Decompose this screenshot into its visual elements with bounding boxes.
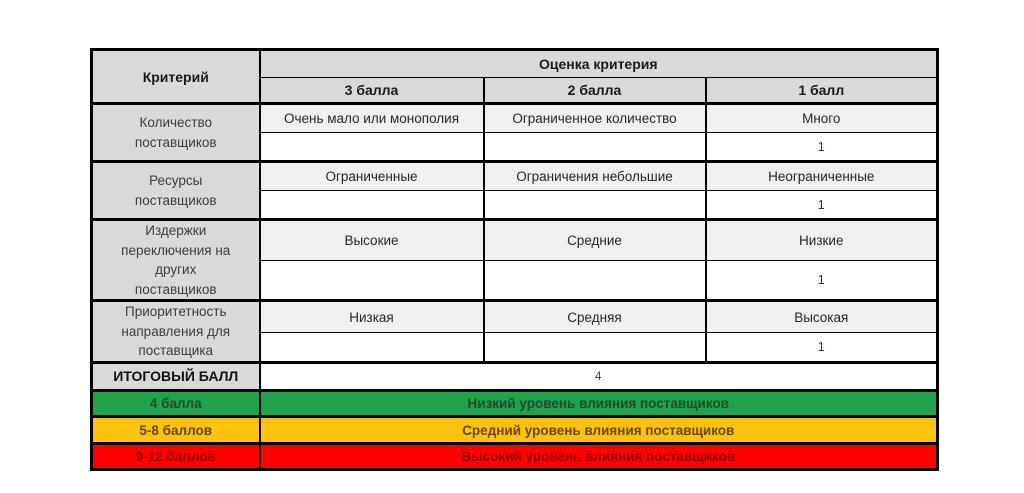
criterion-label-supplier-resources: Ресурсы поставщиков [92, 162, 260, 220]
score-cell [484, 260, 706, 301]
score-cell: 1 [706, 191, 938, 220]
score-column-header-2: 2 балла [484, 78, 706, 104]
assessment-header: Оценка критерия [260, 50, 938, 78]
score-cell [484, 191, 706, 220]
legend-row-high [92, 443, 938, 470]
criterion-label-switching-costs: Издержки переключения на других поставщиков [92, 220, 260, 301]
header-row-1 [92, 50, 938, 78]
option-cell: Высокая [706, 301, 938, 333]
table-row [92, 301, 938, 333]
score-cell [484, 333, 706, 363]
option-cell: Очень мало или монополия [260, 104, 484, 133]
option-cell: Ограниченные [260, 162, 484, 191]
option-cell: Низкие [706, 220, 938, 261]
score-cell [484, 133, 706, 162]
table-row [92, 220, 938, 261]
legend-range-mid: 5-8 баллов [92, 417, 260, 444]
criterion-label-suppliers-count: Количество поставщиков [92, 104, 260, 162]
legend-description-high: Высокий уровень влияния поставщиков [260, 443, 938, 470]
score-column-header-3: 3 балла [260, 78, 484, 104]
score-cell [260, 133, 484, 162]
table-row [92, 104, 938, 133]
score-cell [260, 333, 484, 363]
legend-row-low [92, 390, 938, 417]
option-cell: Много [706, 104, 938, 133]
supplier-influence-table [90, 48, 939, 471]
supplier-influence-table-wrap [90, 48, 936, 471]
option-cell: Ограниченное количество [484, 104, 706, 133]
option-cell: Неограниченные [706, 162, 938, 191]
score-cell: 1 [706, 260, 938, 301]
option-cell: Средняя [484, 301, 706, 333]
total-value: 4 [260, 362, 938, 390]
total-row [92, 362, 938, 390]
score-cell [260, 191, 484, 220]
score-cell: 1 [706, 133, 938, 162]
score-column-header-1: 1 балл [706, 78, 938, 104]
legend-description-mid: Средний уровень влияния поставщиков [260, 417, 938, 444]
criterion-column-header: Критерий [92, 50, 260, 104]
score-cell [260, 260, 484, 301]
legend-range-high: 9-12 баллов [92, 443, 260, 470]
score-cell: 1 [706, 333, 938, 363]
legend-range-low: 4 балла [92, 390, 260, 417]
option-cell: Высокие [260, 220, 484, 261]
option-cell: Ограничения небольшие [484, 162, 706, 191]
option-cell: Низкая [260, 301, 484, 333]
criterion-label-direction-priority: Приоритетность направления для поставщика [92, 301, 260, 363]
option-cell: Средние [484, 220, 706, 261]
table-row [92, 162, 938, 191]
legend-description-low: Низкий уровень влияния поставщиков [260, 390, 938, 417]
total-label: ИТОГОВЫЙ БАЛЛ [92, 362, 260, 390]
legend-row-mid [92, 417, 938, 444]
